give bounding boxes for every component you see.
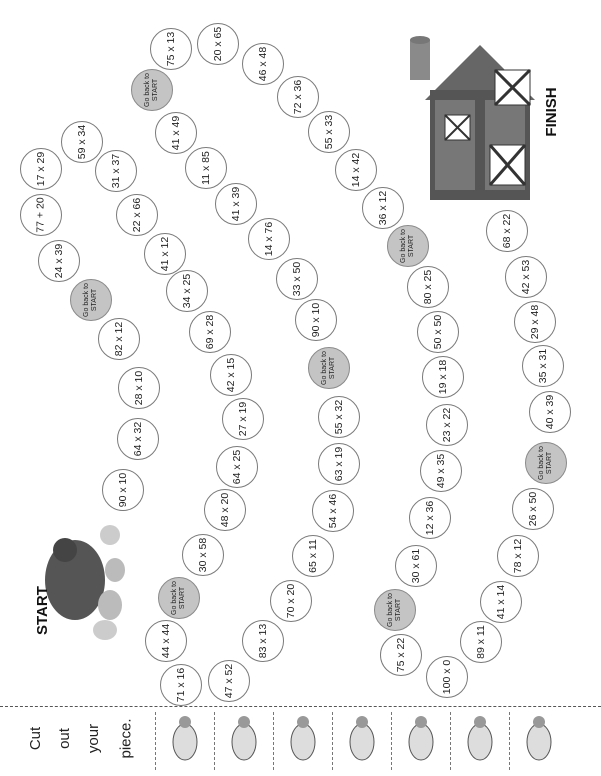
finish-label: FINISH (543, 87, 560, 137)
space-label: 14 x 42 (349, 152, 362, 188)
board-space (38, 240, 80, 282)
go-back-to-start-space (387, 225, 429, 267)
space-label: 30 x 58 (196, 537, 209, 573)
space-label: 55 x 32 (332, 399, 345, 435)
space-label: 40 x 39 (543, 394, 556, 430)
board-space (380, 634, 422, 676)
space-label: 48 x 20 (218, 492, 231, 528)
piece-cell[interactable] (155, 712, 214, 770)
piece-cell[interactable] (273, 712, 332, 770)
space-label: 14 x 76 (262, 221, 275, 257)
space-label: 27 x 19 (236, 401, 249, 437)
board-space (486, 210, 528, 252)
space-label: 89 x 11 (474, 625, 487, 659)
board-space (61, 121, 103, 163)
board-space (420, 450, 462, 492)
space-label: 24 x 39 (52, 243, 65, 279)
go-back-to-start-space (374, 589, 416, 631)
space-label: 35 x 31 (536, 348, 549, 384)
cutout-word-1: Cut (27, 726, 45, 751)
space-label: 83 x 13 (256, 623, 269, 659)
board-space (189, 311, 231, 353)
cow2-icon (451, 712, 509, 770)
space-label: 64 x 32 (131, 421, 144, 457)
piece-cell[interactable] (450, 712, 509, 770)
board-space (210, 354, 252, 396)
space-label: 55 x 33 (322, 114, 335, 150)
space-label: 63 x 19 (332, 446, 345, 482)
piece-cell[interactable] (509, 712, 568, 770)
space-label: 42 x 15 (224, 357, 237, 393)
board-space (505, 256, 547, 298)
go-back-to-start-space (70, 279, 112, 321)
space-label: 33 x 50 (290, 261, 303, 297)
space-label: 90 x 10 (309, 302, 322, 338)
space-label: 47 x 52 (222, 663, 235, 699)
space-label: 31 x 37 (109, 153, 122, 189)
board-space (480, 581, 522, 623)
space-label: 64 x 25 (230, 449, 243, 485)
cutout-word-3: your (85, 723, 103, 754)
board-space (497, 535, 539, 577)
go-back-to-start-space (158, 577, 200, 619)
space-label: 17 x 29 (34, 151, 47, 187)
board-space (208, 660, 250, 702)
piece-cell[interactable] (391, 712, 450, 770)
space-label: 49 x 35 (434, 453, 447, 489)
space-label: 71 x 16 (174, 667, 187, 703)
space-label: 12 x 36 (423, 500, 436, 536)
cutout-word-2: out (55, 728, 73, 749)
board-space (102, 469, 144, 511)
board-space (155, 112, 197, 154)
board-space (242, 43, 284, 85)
donkey-icon (215, 712, 273, 770)
space-label: 19 x 18 (436, 359, 449, 395)
space-label: 80 x 25 (421, 269, 434, 305)
space-label: Go back to START (171, 581, 186, 615)
board-space (182, 534, 224, 576)
board-space (216, 446, 258, 488)
board-space (514, 301, 556, 343)
space-label: 22 x 66 (130, 197, 143, 233)
board-space (248, 218, 290, 260)
space-label: 68 x 22 (500, 213, 513, 249)
space-label: Go back to START (400, 229, 415, 263)
go-back-to-start-space (131, 69, 173, 111)
space-label: 70 x 20 (284, 583, 297, 619)
space-label: 90 x 10 (116, 472, 129, 508)
board-space (117, 418, 159, 460)
cow-icon (156, 712, 214, 770)
board-space (335, 149, 377, 191)
space-label: Go back to START (538, 446, 553, 480)
board-space (460, 621, 502, 663)
board-space (20, 194, 62, 236)
board-space (426, 656, 468, 698)
board-space (118, 367, 160, 409)
board-space (292, 535, 334, 577)
space-label: 44 x 44 (159, 623, 172, 659)
pig-icon (333, 712, 391, 770)
space-label: 26 x 50 (526, 491, 539, 527)
space-label: 23 x 22 (440, 407, 453, 443)
space-label: 72 x 36 (291, 79, 304, 115)
board-space (160, 664, 202, 706)
space-label: 42 x 53 (519, 259, 532, 295)
board-space (98, 318, 140, 360)
piece-cell[interactable] (332, 712, 391, 770)
board-space (512, 488, 554, 530)
board-space (204, 489, 246, 531)
board-space (395, 545, 437, 587)
board-space (422, 356, 464, 398)
board-space (144, 233, 186, 275)
board-space (417, 311, 459, 353)
board-space (295, 299, 337, 341)
board-space (277, 76, 319, 118)
go-back-to-start-space (525, 442, 567, 484)
board-space (116, 194, 158, 236)
board-space (222, 398, 264, 440)
space-label: Go back to START (387, 593, 402, 627)
board-space (215, 183, 257, 225)
board-space (362, 187, 404, 229)
space-label: 54 x 46 (326, 493, 339, 529)
board-space (276, 258, 318, 300)
space-label: 41 x 12 (158, 236, 171, 272)
space-label: 65 x 11 (306, 539, 319, 573)
board-space (95, 150, 137, 192)
space-label: 75 x 22 (394, 637, 407, 673)
go-back-to-start-space (308, 347, 350, 389)
start-label: START (34, 586, 51, 635)
board-space (407, 266, 449, 308)
sheep-icon (274, 712, 332, 770)
space-label: 59 x 34 (75, 124, 88, 160)
farmer-icon (510, 712, 568, 770)
space-label: 11 x 85 (199, 151, 212, 185)
board-space (242, 620, 284, 662)
space-label: Go back to START (83, 283, 98, 317)
cutout-word-4: piece. (117, 718, 135, 759)
board-space (270, 580, 312, 622)
piece-cell[interactable] (214, 712, 273, 770)
space-label: 77 + 20 (34, 197, 47, 233)
space-label: 100 x 0 (440, 659, 453, 695)
space-label: 20 x 65 (211, 26, 224, 62)
space-label: 82 x 12 (112, 321, 125, 357)
board-space (426, 404, 468, 446)
space-label: 29 x 48 (528, 304, 541, 340)
cutout-instructions (20, 712, 140, 770)
space-label: Go back to START (321, 351, 336, 385)
board-space (166, 270, 208, 312)
space-label: 34 x 25 (180, 273, 193, 309)
board-space (20, 148, 62, 190)
board-space (409, 497, 451, 539)
board-space (197, 23, 239, 65)
space-label: 46 x 48 (256, 46, 269, 82)
barn-icon (405, 30, 540, 200)
board-space (145, 620, 187, 662)
board-space (529, 391, 571, 433)
board-space (150, 28, 192, 70)
space-label: 36 x 12 (376, 190, 389, 226)
space-label: Go back to START (144, 73, 159, 107)
horse-icon (392, 712, 450, 770)
space-label: 28 x 10 (132, 370, 145, 406)
space-label: 50 x 50 (431, 314, 444, 350)
board-space (318, 396, 360, 438)
space-label: 41 x 14 (494, 584, 507, 620)
board-space (308, 111, 350, 153)
space-label: 30 x 61 (409, 548, 422, 584)
board-space (185, 147, 227, 189)
board-space (318, 443, 360, 485)
space-label: 41 x 39 (229, 186, 242, 222)
space-label: 75 x 13 (164, 31, 177, 67)
board-space (522, 345, 564, 387)
space-label: 78 x 12 (511, 538, 524, 574)
space-label: 69 x 28 (203, 314, 216, 350)
space-label: 41 x 49 (169, 115, 182, 151)
board-space (312, 490, 354, 532)
